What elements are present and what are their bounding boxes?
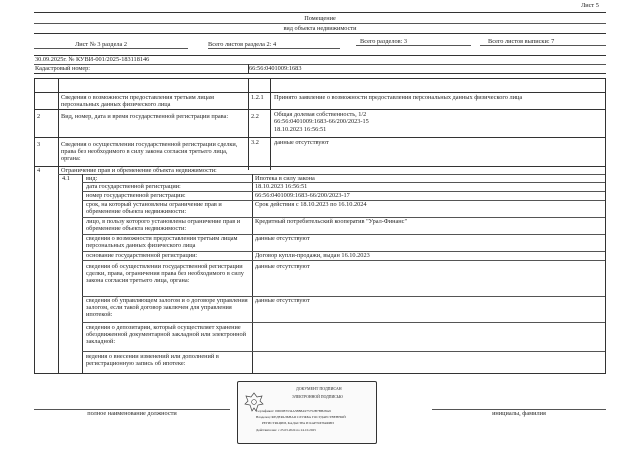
row-label: Ограничение прав и обременение объекта недвижимости: <box>61 167 217 174</box>
table-border <box>34 373 606 374</box>
row-value-line: Общая долевая собственность, 1/2 <box>274 111 367 118</box>
divider <box>34 64 606 65</box>
encumbrance-label: дата государственной регистрации: <box>86 183 181 190</box>
encumbrance-value: данные отсутствуют <box>255 235 310 242</box>
page-label: Лист 5 <box>581 2 599 9</box>
divider <box>58 174 605 175</box>
row-number: 2 <box>37 113 41 120</box>
stamp-owner-line: РЕГИСТРАЦИИ, КАДАСТРА И КАРТОГРАФИИ <box>262 421 334 425</box>
encumbrance-value: Срок действия с 18.10.2023 по 16.10.2024 <box>255 201 367 208</box>
table-border <box>34 78 35 374</box>
encumbrance-label: сведения об управляющем залогом и о договоре управления залогом, если такой договор заключен для управления ипотекой: <box>86 297 248 319</box>
divider <box>208 48 340 49</box>
divider <box>82 260 605 261</box>
row-number: 3 <box>37 141 41 148</box>
divider <box>248 64 249 73</box>
row-sub-number: 3.2 <box>251 139 259 146</box>
extract-sheets: Всего листов выписки: 7 <box>488 38 555 45</box>
encumbrance-label: ведения о внесении изменений или дополнений в регистрационную запись об ипотеке: <box>86 353 219 368</box>
encumbrance-value: Договор купли-продажи, выдан 16.10.2023 <box>255 252 370 259</box>
row-value: Принято заявление о возможности предоставления персональных данных физического лица <box>274 94 523 101</box>
sheet-number: Лист № 3 раздела 2 <box>75 41 128 48</box>
divider <box>34 23 606 24</box>
section-subtitle: вид объекта недвижимости <box>283 25 357 32</box>
table-border <box>270 78 271 170</box>
encumbrance-label: номер государственной регистрации: <box>86 192 186 199</box>
divider <box>356 45 471 46</box>
encumbrance-label: лицо, в пользу которого установлены ограничение прав и обременение объекта недвижимости: <box>86 218 241 233</box>
extract-number: 30.09.2025г. № КУВИ-001/2025-183118146 <box>35 56 150 63</box>
row-number: 4 <box>37 167 41 174</box>
electronic-signature-stamp <box>237 381 377 444</box>
table-border <box>34 78 606 79</box>
cadastral-value: 66:56:0401009:1683 <box>249 65 302 72</box>
divider <box>34 33 606 34</box>
row-value-line: 66:56:0401009:1683-66/200/2023-15 <box>274 118 369 125</box>
divider <box>34 137 606 138</box>
encumbrance-value: Ипотека в силу закона <box>255 175 315 182</box>
divider <box>34 12 606 13</box>
cadastral-label: Кадастровый номер: <box>35 65 91 72</box>
stamp-validity: Действителен: с 25.03.2024 по 24.10.2025 <box>256 428 316 432</box>
section-title: Помещение <box>304 15 336 22</box>
encumbrance-value: данные отсутствуют <box>255 263 310 270</box>
encumbrance-value: Кредитный потребительский кооператив "Урал-Финанс" <box>255 218 408 225</box>
stamp-owner-line: Владелец: ФЕДЕРАЛЬНАЯ СЛУЖБА ГОСУДАРСТВЕННОЙ <box>256 415 346 419</box>
row-value: данные отсутствуют <box>274 139 329 146</box>
table-border <box>58 78 59 374</box>
encumbrance-value: 18.10.2023 16:56:51 <box>255 183 308 190</box>
footer-name-label: инициалы, фамилия <box>492 410 546 417</box>
row-label: Сведения о осуществлении государственной регистрации сделки, права без необходимого в силу закона согласия третьего лица, органа: <box>61 141 238 163</box>
encumbrance-value: 66:56:0401009:1683-66/200/2023-17 <box>255 192 350 199</box>
row-value-line: 18.10.2023 16:56:51 <box>274 126 327 133</box>
divider <box>82 351 605 352</box>
table-border <box>605 78 606 374</box>
encumbrance-label: основание государственной регистрации: <box>86 252 198 259</box>
row-label: Сведения о возможности предоставления третьим лицам персональных данных физического лица <box>61 94 214 109</box>
stamp-certificate: Сертификат: 00000E5534A5B88A975752B7BB28A9 <box>256 409 331 413</box>
divider <box>82 174 83 373</box>
table-border <box>34 92 606 93</box>
encumbrance-label: сведения о депозитарии, который осуществляет хранение обездвиженной документарной закладной или электронной закладной: <box>86 324 247 346</box>
row-sub-number: 1.2.1 <box>251 94 264 101</box>
divider <box>480 45 606 46</box>
divider <box>252 174 253 373</box>
stamp-subtitle: ЭЛЕКТРОННОЙ ПОДПИСЬЮ <box>292 395 343 399</box>
divider <box>34 109 606 110</box>
divider <box>34 48 188 49</box>
total-sheets: Всего листов раздела 2: 4 <box>208 41 277 48</box>
table-border <box>248 78 249 170</box>
stamp-title: ДОКУМЕНТ ПОДПИСАН <box>296 386 342 391</box>
encumbrance-label: сведения об осуществлении государственной регистрации сделки, права, ограничения права без необходимого в силу закона согласия третьего лица, органа: <box>86 263 244 285</box>
total-sections: Всего разделов: 3 <box>360 38 408 45</box>
footer-position-label: полное наименование должности <box>87 410 177 417</box>
encumbrance-label: срок, на который установлены ограничение прав и обременение объекта недвижимости: <box>86 201 222 216</box>
encumbrance-value: данные отсутствуют <box>255 297 310 304</box>
row-sub-number: 2.2 <box>251 113 259 120</box>
divider <box>82 322 605 323</box>
encumbrance-label: вид: <box>86 175 98 182</box>
row-label: Вид, номер, дата и время государственной регистрации права: <box>61 113 229 120</box>
row-sub-number: 4.1 <box>62 175 70 182</box>
divider <box>34 73 606 74</box>
encumbrance-label: сведения о возможности предоставления третьим лицам персональных данных физического лица <box>86 235 238 250</box>
